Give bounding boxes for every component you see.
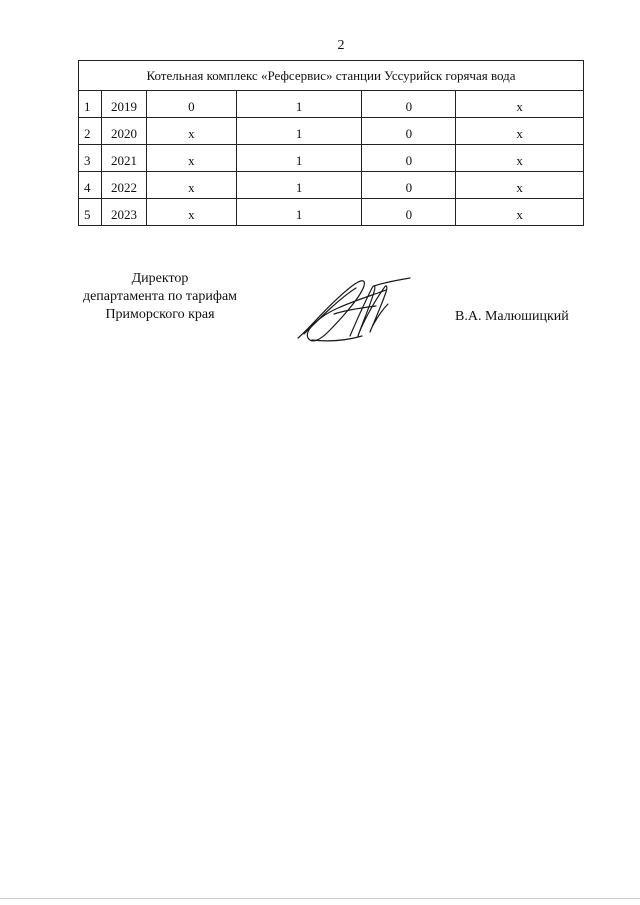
row-value: x [146,145,236,172]
row-number: 2 [79,118,102,145]
row-value: x [146,172,236,199]
page-number: 2 [337,38,345,53]
table-row [79,145,584,172]
row-year: 2020 [101,118,146,145]
row-number: 4 [79,172,102,199]
signer-region: Приморского края [105,307,215,322]
row-value: 1 [236,172,362,199]
row-value: x [146,199,236,226]
row-number: 1 [79,91,102,118]
row-year: 2023 [101,199,146,226]
signer-name: В.А. Малюшицкий [455,309,569,324]
table-row [79,172,584,199]
row-value: 0 [362,172,456,199]
signer-position [60,270,260,324]
page-bottom-edge [0,898,640,899]
row-year: 2019 [101,91,146,118]
row-number: 3 [79,145,102,172]
row-value: 1 [236,91,362,118]
row-value: x [146,118,236,145]
row-value: 0 [362,118,456,145]
row-value: x [456,199,584,226]
signer-title: Директор [131,271,189,286]
tariff-table [78,60,584,226]
row-value: 1 [236,145,362,172]
row-value: 0 [362,199,456,226]
row-value: x [456,172,584,199]
signer-department: департамента по тарифам [82,289,238,304]
row-value: 0 [362,91,456,118]
table-row [79,199,584,226]
row-year: 2022 [101,172,146,199]
table-header-row [79,61,584,91]
row-value: 1 [236,199,362,226]
table-header-title: Котельная комплекс «Рефсервис» станции Уссурийск горячая вода [79,61,584,91]
row-value: x [456,118,584,145]
row-number: 5 [79,199,102,226]
table-row [79,118,584,145]
row-year: 2021 [101,145,146,172]
row-value: x [456,145,584,172]
handwritten-signature [290,268,420,348]
table-row [79,91,584,118]
row-value: 0 [146,91,236,118]
row-value: 1 [236,118,362,145]
row-value: x [456,91,584,118]
row-value: 0 [362,145,456,172]
